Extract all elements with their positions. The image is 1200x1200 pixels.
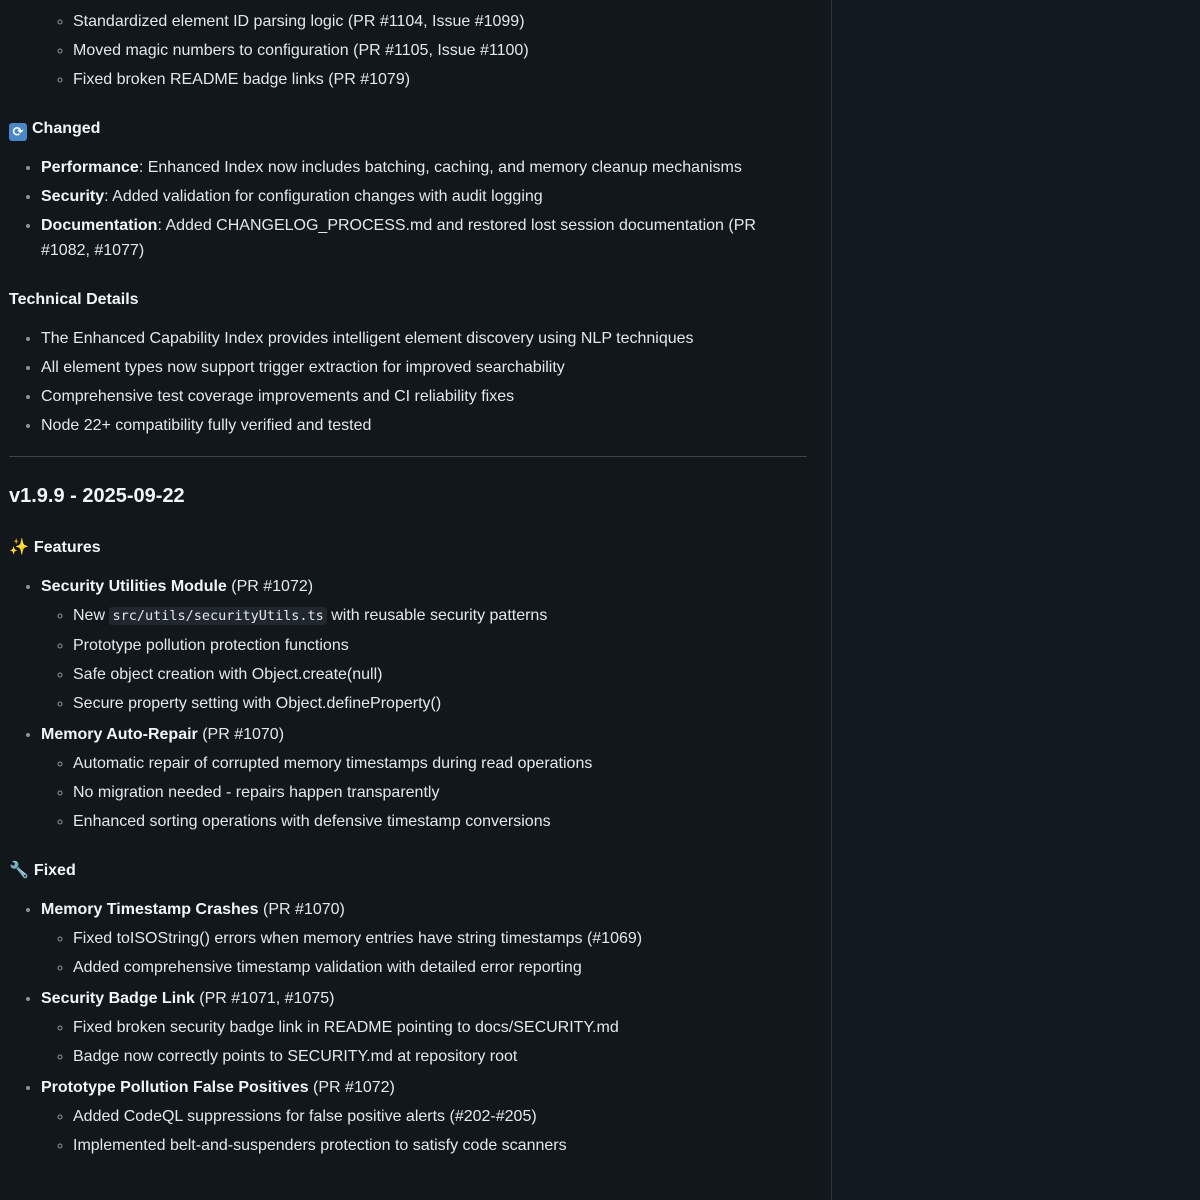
list-item: • The Enhanced Capability Index provides intelligent element discovery using NLP techniques	[41, 326, 807, 351]
list-item: ◦ Automatic repair of corrupted memory timestamps during read operations	[73, 751, 807, 776]
list-item: • Prototype Pollution False Positives (PR #1072) ◦ Added CodeQL suppressions for false positive alerts (#202-#205) ◦ Implemented belt-and-suspenders protection to satisfy code scanners	[41, 1075, 807, 1158]
list-item: ◦ Enhanced sorting operations with defensive timestamp conversions	[73, 809, 807, 834]
right-empty-pane	[831, 0, 1200, 1200]
list-item: • Memory Auto-Repair (PR #1070) ◦ Automatic repair of corrupted memory timestamps during read operations ◦ No migration needed - repairs happen transparently ◦ Enhanced sorting operations with defensive timestamp conversions	[41, 722, 807, 834]
list-item: ◦ Implemented belt-and-suspenders protection to satisfy code scanners	[73, 1133, 807, 1158]
list-item: • Node 22+ compatibility fully verified and tested	[41, 413, 807, 438]
wrench-icon: 🔧	[9, 862, 29, 879]
technical-details-heading: Technical Details	[9, 291, 139, 308]
changed-heading: ⟳ Changed	[9, 116, 807, 141]
file-path-code: src/utils/securityUtils.ts	[109, 607, 326, 625]
sublist	[41, 603, 807, 716]
list-item: • Comprehensive test coverage improvements and CI reliability fixes	[41, 384, 807, 409]
list-item: ◦ New src/utils/securityUtils.ts with reusable security patterns	[73, 603, 807, 629]
changelog-body	[9, 9, 807, 1164]
list-item: ◦ Badge now correctly points to SECURITY.md at repository root	[73, 1044, 807, 1069]
list-item: • All element types now support trigger extraction for improved searchability	[41, 355, 807, 380]
list-item: • Security: Added validation for configuration changes with audit logging	[41, 184, 807, 209]
list-item: • Security Badge Link (PR #1071, #1075) ◦ Fixed broken security badge link in README pointing to docs/SECURITY.md ◦ Badge now correctly points to SECURITY.md at repository root	[41, 986, 807, 1069]
previous-sublist	[41, 9, 807, 92]
sparkles-icon: ✨	[9, 539, 29, 556]
list-item: • Performance: Enhanced Index now includes batching, caching, and memory cleanup mechanisms	[41, 155, 807, 180]
fixed-list	[9, 897, 807, 1158]
list-item: • Memory Timestamp Crashes (PR #1070) ◦ Fixed toISOString() errors when memory entries have string timestamps (#1069) ◦ Added comprehensive timestamp validation with detailed error reporting	[41, 897, 807, 980]
changed-list	[9, 155, 807, 263]
section-divider	[9, 456, 807, 457]
features-list	[9, 574, 807, 834]
list-item: ◦ Moved magic numbers to configuration (PR #1105, Issue #1100)	[73, 38, 807, 63]
list-item: ◦ Fixed broken README badge links (PR #1079)	[73, 67, 807, 92]
list-item: ◦ Secure property setting with Object.defineProperty()	[73, 691, 807, 716]
list-item: ◦ Fixed toISOString() errors when memory entries have string timestamps (#1069)	[73, 926, 807, 951]
sublist	[41, 926, 807, 980]
list-item: ◦ Added CodeQL suppressions for false positive alerts (#202-#205)	[73, 1104, 807, 1129]
list-item: ◦ Standardized element ID parsing logic (PR #1104, Issue #1099)	[73, 9, 807, 34]
sublist	[41, 751, 807, 834]
arrows-cycle-icon: ⟳	[9, 123, 27, 141]
list-item: • Security Utilities Module (PR #1072) ◦ New src/utils/securityUtils.ts with reusable security patterns ◦ Prototype pollution protection functions ◦ Safe object creation with Object.create(null) ◦ Secure property setting with Object.defineProperty()	[41, 574, 807, 716]
list-item: ◦ Prototype pollution protection functions	[73, 633, 807, 658]
list-item: ◦ Added comprehensive timestamp validation with detailed error reporting	[73, 955, 807, 980]
fixed-heading: 🔧 Fixed	[9, 862, 76, 879]
list-item: • Documentation: Added CHANGELOG_PROCESS.md and restored lost session documentation (PR #1082, #1077)	[41, 213, 807, 263]
technical-list	[9, 326, 807, 438]
sublist	[41, 1015, 807, 1069]
list-item: ◦ No migration needed - repairs happen transparently	[73, 780, 807, 805]
release-title: v1.9.9 - 2025-09-22	[9, 485, 185, 507]
list-item: ◦ Safe object creation with Object.create(null)	[73, 662, 807, 687]
features-heading: ✨ Features	[9, 539, 101, 556]
list-item: ◦ Fixed broken security badge link in README pointing to docs/SECURITY.md	[73, 1015, 807, 1040]
sublist	[41, 1104, 807, 1158]
